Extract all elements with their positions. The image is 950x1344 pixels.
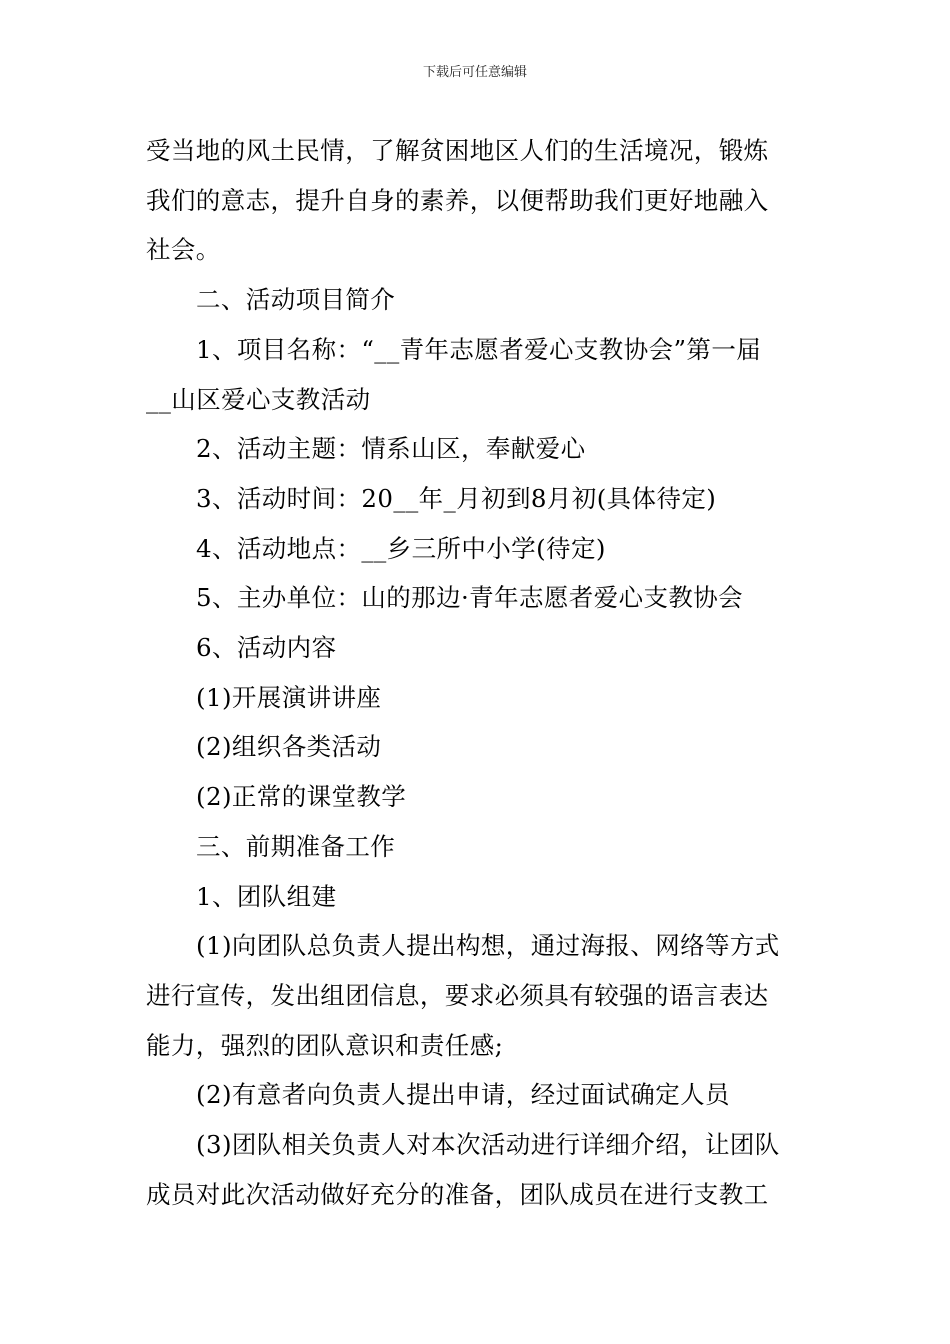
list-item: (2)有意者向负责人提出申请，经过面试确定人员 (196, 1080, 730, 1110)
body-line: 成员对此次活动做好充分的准备，团队成员在进行支教工 (146, 1179, 769, 1209)
list-item: (2)正常的课堂教学 (196, 782, 407, 812)
body-line: 5、主办单位：山的那边·青年志愿者爱心支教协会 (196, 583, 744, 613)
body-line: 社会。 (146, 235, 221, 265)
body-line: 6、活动内容 (196, 633, 337, 663)
body-line: 2、活动主题：情系山区，奉献爱心 (196, 434, 586, 464)
body-line: 1、项目名称：“__青年志愿者爱心支教协会”第一届 (196, 334, 762, 364)
list-item: (3)团队相关负责人对本次活动进行详细介绍，让团队 (196, 1130, 780, 1160)
list-item: (2)组织各类活动 (196, 732, 382, 762)
list-item: (1)开展演讲讲座 (196, 682, 382, 712)
list-item: (1)向团队总负责人提出构想，通过海报、网络等方式 (196, 931, 780, 961)
body-line: 受当地的风土民情，了解贫困地区人们的生活境况，锻炼 (146, 136, 769, 165)
document-body (146, 126, 810, 1219)
body-line: __山区爱心支教活动 (146, 384, 371, 414)
page-header: 下载后可任意编辑 (422, 65, 527, 80)
body-line: 1、团队组建 (196, 881, 337, 911)
body-line: 进行宣传，发出组团信息，要求必须具有较强的语言表达 (146, 980, 769, 1010)
section-heading: 三、前期准备工作 (196, 831, 396, 861)
body-line: 4、活动地点：__乡三所中小学(待定) (196, 533, 606, 563)
body-line: 3、活动时间：20__年_月初到8月初(具体待定) (196, 483, 717, 513)
section-heading: 二、活动项目简介 (196, 285, 396, 315)
body-line: 能力，强烈的团队意识和责任感; (146, 1030, 504, 1060)
body-line: 我们的意志，提升自身的素养，以便帮助我们更好地融入 (146, 185, 769, 215)
